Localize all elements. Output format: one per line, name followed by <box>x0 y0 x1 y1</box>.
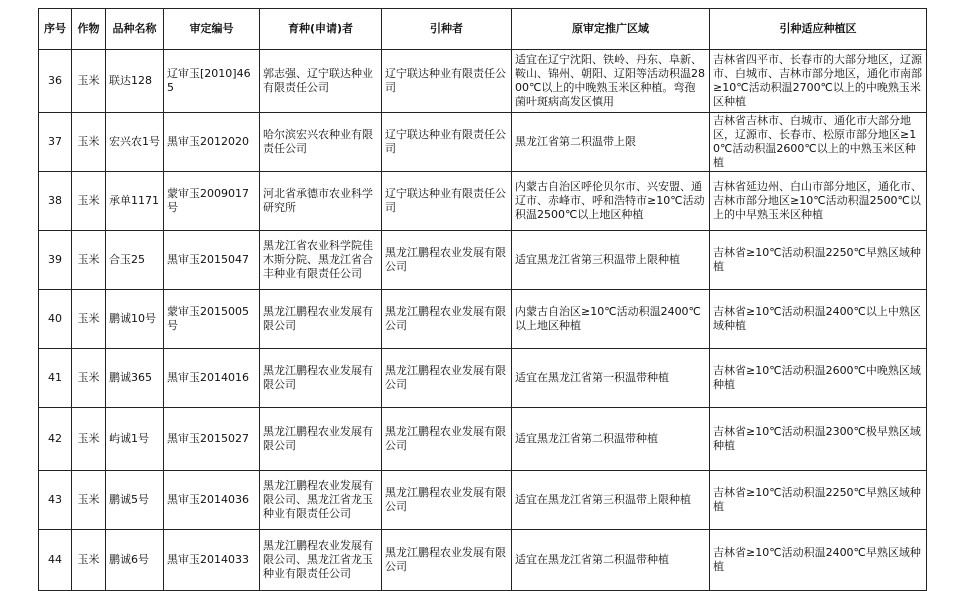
cell-original-area: 黑龙江省第二积温带上限 <box>512 113 710 172</box>
cell-variety: 联达128 <box>106 50 164 113</box>
cell-original-area: 内蒙古自治区≥10℃活动积温2400℃以上地区种植 <box>512 290 710 349</box>
cell-no: 37 <box>39 113 72 172</box>
cell-no: 42 <box>39 408 72 471</box>
cell-code: 蒙审玉2009017号 <box>164 172 260 231</box>
cell-crop: 玉米 <box>72 50 106 113</box>
header-code: 审定编号 <box>164 9 260 50</box>
cell-code: 黑审玉2014033 <box>164 530 260 591</box>
cell-introducer: 辽宁联达种业有限责任公司 <box>382 50 512 113</box>
header-breeder: 育种(申请)者 <box>260 9 382 50</box>
cell-breeder: 河北省承德市农业科学研究所 <box>260 172 382 231</box>
cell-introducer: 黑龙江鹏程农业发展有限公司 <box>382 408 512 471</box>
cell-variety: 鹏诚6号 <box>106 530 164 591</box>
cell-no: 36 <box>39 50 72 113</box>
table-row <box>39 231 927 290</box>
cell-no: 39 <box>39 231 72 290</box>
cell-no: 40 <box>39 290 72 349</box>
cell-breeder: 黑龙江鹏程农业发展有限公司、黑龙江省龙玉种业有限责任公司 <box>260 530 382 591</box>
cell-introducer: 黑龙江鹏程农业发展有限公司 <box>382 349 512 408</box>
cell-variety: 合玉25 <box>106 231 164 290</box>
cell-variety: 鹏诚365 <box>106 349 164 408</box>
cell-breeder: 郭志强、辽宁联达种业有限责任公司 <box>260 50 382 113</box>
header-variety: 品种名称 <box>106 9 164 50</box>
cell-breeder: 黑龙江省农业科学院佳木斯分院、黑龙江省合丰种业有限责任公司 <box>260 231 382 290</box>
header-adapted-area: 引种适应种植区 <box>710 9 927 50</box>
cell-code: 辽审玉[2010]465 <box>164 50 260 113</box>
cell-variety: 鹏诚5号 <box>106 471 164 530</box>
cell-breeder: 哈尔滨宏兴农种业有限责任公司 <box>260 113 382 172</box>
cell-introducer: 黑龙江鹏程农业发展有限公司 <box>382 290 512 349</box>
cell-adapted-area: 吉林省吉林市、白城市、通化市大部分地区，辽源市、长春市、松原市部分地区≥10℃活动积温2600℃以上的中熟玉米区种植 <box>710 113 927 172</box>
cell-crop: 玉米 <box>72 471 106 530</box>
cell-breeder: 黑龙江鹏程农业发展有限公司、黑龙江省龙玉种业有限责任公司 <box>260 471 382 530</box>
cell-original-area: 适宜在黑龙江省第二积温带种植 <box>512 530 710 591</box>
cell-crop: 玉米 <box>72 231 106 290</box>
cell-variety: 承单1171 <box>106 172 164 231</box>
cell-crop: 玉米 <box>72 408 106 471</box>
table-row <box>39 530 927 591</box>
cell-variety: 鹏诚10号 <box>106 290 164 349</box>
cell-crop: 玉米 <box>72 113 106 172</box>
table-row <box>39 408 927 471</box>
header-introducer: 引种者 <box>382 9 512 50</box>
cell-breeder: 黑龙江鹏程农业发展有限公司 <box>260 408 382 471</box>
cell-code: 蒙审玉2015005号 <box>164 290 260 349</box>
cell-adapted-area: 吉林省四平市、长春市的大部分地区，辽源市、白城市、吉林市部分地区，通化市南部≥10℃活动积温2700℃以上的中晚熟玉米区种植 <box>710 50 927 113</box>
header-no: 序号 <box>39 9 72 50</box>
cell-code: 黑审玉2014036 <box>164 471 260 530</box>
header-crop: 作物 <box>72 9 106 50</box>
cell-code: 黑审玉2015027 <box>164 408 260 471</box>
cell-code: 黑审玉2014016 <box>164 349 260 408</box>
table-row <box>39 50 927 113</box>
cell-crop: 玉米 <box>72 530 106 591</box>
cell-adapted-area: 吉林省≥10℃活动积温2600℃中晚熟区域种植 <box>710 349 927 408</box>
cell-adapted-area: 吉林省≥10℃活动积温2250℃早熟区域种植 <box>710 471 927 530</box>
cell-adapted-area: 吉林省≥10℃活动积温2400℃早熟区域种植 <box>710 530 927 591</box>
cell-breeder: 黑龙江鹏程农业发展有限公司 <box>260 290 382 349</box>
cell-original-area: 适宜在辽宁沈阳、铁岭、丹东、阜新、鞍山、锦州、朝阳、辽阳等活动积温2800℃以上的中晚熟玉米区种植。弯孢菌叶斑病高发区慎用 <box>512 50 710 113</box>
cell-adapted-area: 吉林省≥10℃活动积温2300℃极早熟区域种植 <box>710 408 927 471</box>
cell-introducer: 黑龙江鹏程农业发展有限公司 <box>382 471 512 530</box>
table-row <box>39 172 927 231</box>
cell-adapted-area: 吉林省≥10℃活动积温2400℃以上中熟区域种植 <box>710 290 927 349</box>
cell-original-area: 适宜黑龙江省第二积温带种植 <box>512 408 710 471</box>
table-row <box>39 290 927 349</box>
cell-original-area: 适宜在黑龙江省第三积温带上限种植 <box>512 471 710 530</box>
cell-crop: 玉米 <box>72 172 106 231</box>
cell-breeder: 黑龙江鹏程农业发展有限公司 <box>260 349 382 408</box>
cell-crop: 玉米 <box>72 290 106 349</box>
cell-no: 43 <box>39 471 72 530</box>
cell-variety: 宏兴农1号 <box>106 113 164 172</box>
cell-original-area: 适宜在黑龙江省第一积温带种植 <box>512 349 710 408</box>
cell-adapted-area: 吉林省延边州、白山市部分地区，通化市、吉林市部分地区≥10℃活动积温2500℃以上的中早熟玉米区种植 <box>710 172 927 231</box>
cell-variety: 屿诚1号 <box>106 408 164 471</box>
cell-original-area: 适宜黑龙江省第三积温带上限种植 <box>512 231 710 290</box>
variety-table <box>38 8 927 591</box>
table-row <box>39 471 927 530</box>
cell-introducer: 黑龙江鹏程农业发展有限公司 <box>382 530 512 591</box>
cell-adapted-area: 吉林省≥10℃活动积温2250℃早熟区域种植 <box>710 231 927 290</box>
table-row <box>39 113 927 172</box>
cell-crop: 玉米 <box>72 349 106 408</box>
table-row <box>39 349 927 408</box>
cell-introducer: 辽宁联达种业有限责任公司 <box>382 113 512 172</box>
header-row <box>39 9 927 50</box>
header-original-area: 原审定推广区域 <box>512 9 710 50</box>
cell-introducer: 黑龙江鹏程农业发展有限公司 <box>382 231 512 290</box>
cell-original-area: 内蒙古自治区呼伦贝尔市、兴安盟、通辽市、赤峰市、呼和浩特市≥10℃活动积温2500℃以上地区种植 <box>512 172 710 231</box>
cell-no: 41 <box>39 349 72 408</box>
cell-introducer: 辽宁联达种业有限责任公司 <box>382 172 512 231</box>
cell-code: 黑审玉2015047 <box>164 231 260 290</box>
cell-no: 44 <box>39 530 72 591</box>
cell-code: 黑审玉2012020 <box>164 113 260 172</box>
cell-no: 38 <box>39 172 72 231</box>
